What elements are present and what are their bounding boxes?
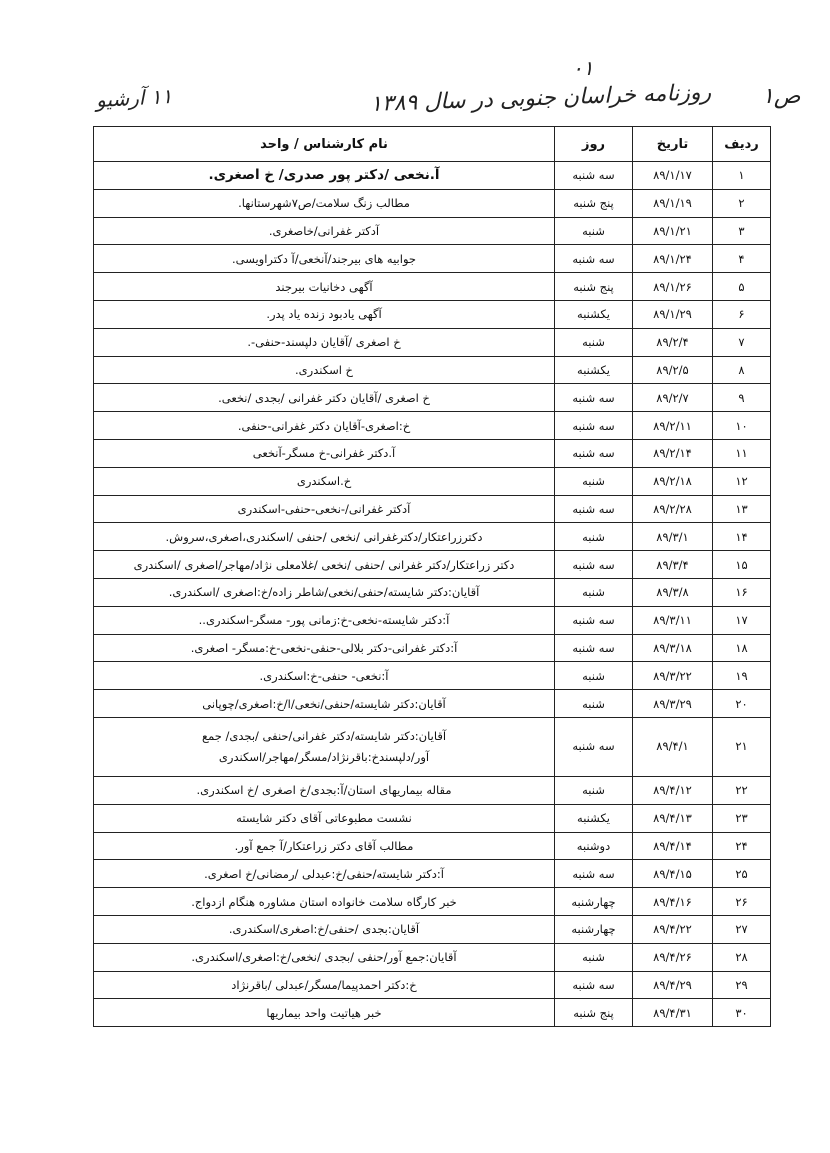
- row-expert-unit-text: خبر هیاتیت واحد بیماریها: [266, 1005, 382, 1020]
- handwritten-title: روزنامه خراسان جنوبی در سال ۱۳۸۹: [369, 80, 712, 117]
- row-expert-unit-text: آ.دکتر غفرانی-خ مسگر-آنخعی: [252, 446, 396, 461]
- row-expert-unit: [94, 943, 555, 971]
- row-expert-unit: [94, 551, 555, 579]
- row-date: ۸۹/۳/۱۸: [633, 634, 713, 662]
- table-row: [94, 662, 771, 690]
- row-expert-unit: [94, 273, 555, 301]
- row-expert-unit-text: آقایان:دکتر شایسته/دکتر غفرانی/حنفی /بجدی/ جمع: [201, 728, 447, 743]
- table-row: [94, 717, 771, 776]
- row-number: ۲۱: [713, 717, 771, 776]
- table-header-row: [94, 127, 771, 162]
- row-date: ۸۹/۴/۱۳: [633, 804, 713, 832]
- row-day: سه شنبه: [555, 971, 633, 999]
- row-expert-unit: [94, 523, 555, 551]
- table-row: [94, 328, 771, 356]
- row-date: ۸۹/۴/۱: [633, 717, 713, 776]
- row-number: ۲۶: [713, 888, 771, 916]
- table-row: [94, 162, 771, 190]
- row-date: ۸۹/۳/۴: [633, 551, 713, 579]
- row-expert-unit-text: خبر کارگاه سلامت خانواده استان مشاوره هنگام ازدواج.: [191, 894, 457, 909]
- row-day: سه شنبه: [555, 384, 633, 412]
- row-number: ۱۴: [713, 523, 771, 551]
- row-day: چهارشنبه: [555, 915, 633, 943]
- row-date: ۸۹/۲/۱۴: [633, 439, 713, 467]
- row-expert-unit: [94, 971, 555, 999]
- row-day: یکشنبه: [555, 356, 633, 384]
- table-row: [94, 273, 771, 301]
- row-date: ۸۹/۲/۴: [633, 328, 713, 356]
- row-number: ۲۷: [713, 915, 771, 943]
- row-expert-unit-text: آ.نخعی /دکتر پور صدری/ خ اصغری.: [208, 167, 440, 184]
- row-day: شنبه: [555, 217, 633, 245]
- row-day: سه شنبه: [555, 495, 633, 523]
- table-row: [94, 943, 771, 971]
- row-expert-unit-text: خ:اصغری-آقایان دکتر غفرانی-حنفی.: [237, 418, 411, 433]
- row-number: ۶: [713, 300, 771, 328]
- row-day: پنج شنبه: [555, 273, 633, 301]
- row-day: سه شنبه: [555, 412, 633, 440]
- row-day: سه شنبه: [555, 439, 633, 467]
- row-number: ۲۹: [713, 971, 771, 999]
- row-date: ۸۹/۴/۱۶: [633, 888, 713, 916]
- row-day: شنبه: [555, 943, 633, 971]
- header-day: روز: [555, 127, 633, 162]
- row-number: ۱: [713, 162, 771, 190]
- row-date: ۸۹/۲/۵: [633, 356, 713, 384]
- row-date: ۸۹/۴/۱۵: [633, 860, 713, 888]
- row-expert-unit: [94, 412, 555, 440]
- row-number: ۲۲: [713, 776, 771, 804]
- table-row: [94, 356, 771, 384]
- row-expert-unit: [94, 217, 555, 245]
- row-expert-unit-text: آ:دکتر شایسته/حنفی/خ:عبدلی /رمضانی/خ اصغری.: [204, 866, 444, 881]
- table-row: [94, 495, 771, 523]
- table-row: [94, 412, 771, 440]
- row-date: ۸۹/۴/۲۲: [633, 915, 713, 943]
- row-number: ۱۳: [713, 495, 771, 523]
- handwritten-page-note: ص۱: [762, 84, 801, 109]
- row-expert-unit: [94, 776, 555, 804]
- row-day: دوشنبه: [555, 832, 633, 860]
- table-row: [94, 634, 771, 662]
- row-number: ۱۰: [713, 412, 771, 440]
- table-row: [94, 245, 771, 273]
- row-expert-unit: [94, 634, 555, 662]
- row-day: شنبه: [555, 662, 633, 690]
- row-expert-unit: [94, 690, 555, 718]
- row-expert-unit-text: خ اصغری /آقایان دلپسند-حنفی-.: [247, 335, 401, 350]
- row-expert-unit: [94, 162, 555, 190]
- row-expert-unit: [94, 999, 555, 1027]
- row-expert-unit-text: مقاله بیماریهای استان/آ:بجدی/خ اصغری /خ اسکندری.: [196, 783, 452, 798]
- table-row: [94, 776, 771, 804]
- row-day: سه شنبه: [555, 606, 633, 634]
- row-expert-unit: [94, 578, 555, 606]
- row-number: ۲: [713, 189, 771, 217]
- table-row: [94, 804, 771, 832]
- row-day: چهارشنبه: [555, 888, 633, 916]
- table-row: [94, 999, 771, 1027]
- row-day: شنبه: [555, 578, 633, 606]
- table-row: [94, 690, 771, 718]
- table-row: [94, 832, 771, 860]
- row-number: ۷: [713, 328, 771, 356]
- row-date: ۸۹/۱/۲۹: [633, 300, 713, 328]
- press-log-table: [93, 126, 771, 1027]
- row-date: ۸۹/۱/۱۹: [633, 189, 713, 217]
- row-expert-unit: [94, 860, 555, 888]
- row-date: ۸۹/۲/۱۱: [633, 412, 713, 440]
- row-day: پنج شنبه: [555, 999, 633, 1027]
- row-expert-unit-text: نشست مطبوعاتی آقای دکتر شایسته: [236, 811, 412, 826]
- row-expert-unit-text: آدکتر غفرانی/خاصغری.: [268, 223, 380, 238]
- row-expert-unit: [94, 356, 555, 384]
- table-row: [94, 860, 771, 888]
- table-body: [94, 162, 771, 1027]
- row-expert-unit-text: آقایان:دکتر شایسته/حنفی/نخعی/ا/خ:اصغری/چوپانی: [202, 696, 446, 711]
- row-day: سه شنبه: [555, 162, 633, 190]
- row-expert-unit-text: آقایان:دکتر شایسته/حنفی/نخعی/شاطر زاده/خ:اصغری /اسکندری.: [168, 585, 480, 600]
- row-date: ۸۹/۴/۲۶: [633, 943, 713, 971]
- row-number: ۴: [713, 245, 771, 273]
- row-day: شنبه: [555, 690, 633, 718]
- row-date: ۸۹/۲/۱۸: [633, 467, 713, 495]
- row-number: ۲۴: [713, 832, 771, 860]
- row-expert-unit: [94, 606, 555, 634]
- table-row: [94, 578, 771, 606]
- row-expert-unit-text: آقایان:بجدی /حنفی/خ:اصغری/اسکندری.: [228, 922, 420, 937]
- row-date: ۸۹/۳/۲۹: [633, 690, 713, 718]
- row-expert-unit-text: مطالب آقای دکتر زراعتکار/آ جمع آور.: [234, 838, 414, 853]
- row-number: ۱۸: [713, 634, 771, 662]
- row-number: ۲۰: [713, 690, 771, 718]
- table-row: [94, 606, 771, 634]
- row-expert-unit-text: خ اصغری /آقایان دکتر غفرانی /بجدی /نخعی.: [218, 390, 430, 405]
- row-day: سه شنبه: [555, 717, 633, 776]
- row-expert-unit-text: آدکتر غفرانی/-نخعی-حنفی-اسکندری: [237, 501, 411, 516]
- row-expert-unit: [94, 245, 555, 273]
- table-row: [94, 439, 771, 467]
- row-expert-unit-text: خ اسکندری.: [295, 362, 353, 377]
- row-day: یکشنبه: [555, 804, 633, 832]
- table-row: [94, 971, 771, 999]
- table-row: [94, 888, 771, 916]
- row-date: ۸۹/۴/۱۴: [633, 832, 713, 860]
- row-day: سه شنبه: [555, 634, 633, 662]
- row-expert-unit-text: آقایان:جمع آور/حنفی /بجدی /نخعی/خ:اصغری/اسکندری.: [191, 950, 457, 965]
- row-day: شنبه: [555, 328, 633, 356]
- row-day: پنج شنبه: [555, 189, 633, 217]
- row-expert-unit: [94, 717, 555, 776]
- row-date: ۸۹/۲/۲۸: [633, 495, 713, 523]
- row-date: ۸۹/۲/۷: [633, 384, 713, 412]
- row-day: سه شنبه: [555, 551, 633, 579]
- table-row: [94, 189, 771, 217]
- row-number: ۲۸: [713, 943, 771, 971]
- row-number: ۱۶: [713, 578, 771, 606]
- row-number: ۱۵: [713, 551, 771, 579]
- row-expert-unit-text: جوابیه های بیرجند/آنخعی/آ دکتراویسی.: [231, 251, 416, 266]
- row-day: شنبه: [555, 776, 633, 804]
- table-row: [94, 551, 771, 579]
- row-number: ۹: [713, 384, 771, 412]
- header-row-number: ردیف: [713, 127, 771, 162]
- row-number: ۲۳: [713, 804, 771, 832]
- row-number: ۱۹: [713, 662, 771, 690]
- row-number: ۳۰: [713, 999, 771, 1027]
- table-row: [94, 467, 771, 495]
- row-expert-unit: [94, 915, 555, 943]
- row-date: ۸۹/۳/۲۲: [633, 662, 713, 690]
- row-date: ۸۹/۱/۲۴: [633, 245, 713, 273]
- row-date: ۸۹/۳/۱۱: [633, 606, 713, 634]
- header-expert-unit: نام کارشناس / واحد: [94, 127, 555, 162]
- row-expert-unit: [94, 662, 555, 690]
- row-expert-unit-text: خ:دکتر احمدپیما/مسگر/عبدلی /باقرنژاد: [231, 977, 417, 992]
- row-expert-unit-text: دکترزراعتکار/دکترغفرانی /نخعی /حنفی /اسکندری،اصغری،سروش.: [165, 529, 483, 544]
- row-day: سه شنبه: [555, 245, 633, 273]
- row-number: ۲۵: [713, 860, 771, 888]
- row-number: ۱۱: [713, 439, 771, 467]
- row-day: شنبه: [555, 523, 633, 551]
- row-expert-unit-text: آ:نخعی- حنفی-خ:اسکندری.: [259, 668, 389, 683]
- row-expert-unit: [94, 495, 555, 523]
- row-number: ۳: [713, 217, 771, 245]
- header-date: تاریخ: [633, 127, 713, 162]
- row-expert-unit: [94, 189, 555, 217]
- row-date: ۸۹/۳/۸: [633, 578, 713, 606]
- row-expert-unit: [94, 888, 555, 916]
- row-expert-unit-text: دکتر زراعتکار/دکتر غفرانی /حنفی /نخعی /غلامعلی نژاد/مهاجر/اصغری /اسکندری: [133, 557, 515, 572]
- row-day: شنبه: [555, 467, 633, 495]
- row-expert-unit-text-line2: آور/دلپسندخ:باقرنژاد/مسگر/مهاجر/اسکندری: [218, 749, 430, 764]
- row-number: ۸: [713, 356, 771, 384]
- handwritten-archive-note: ۱۱ آرشیو: [95, 84, 173, 112]
- row-expert-unit-text: خ.اسکندری: [296, 474, 352, 489]
- row-expert-unit-text: آگهی دخانیات بیرجند: [275, 279, 373, 294]
- row-date: ۸۹/۱/۲۱: [633, 217, 713, 245]
- handwritten-number: ۰۱: [572, 56, 594, 80]
- row-number: ۵: [713, 273, 771, 301]
- row-date: ۸۹/۱/۱۷: [633, 162, 713, 190]
- row-date: ۸۹/۱/۲۶: [633, 273, 713, 301]
- row-expert-unit-text: آ:دکتر شایسته-نخعی-خ:زمانی پور- مسگر-اسکندری..: [198, 613, 450, 628]
- table-row: [94, 217, 771, 245]
- row-expert-unit-text: آ:دکتر غفرانی-دکتر بلالی-حنفی-نخعی-خ:مسگر- اصغری.: [190, 640, 458, 655]
- row-day: سه شنبه: [555, 860, 633, 888]
- table-row: [94, 915, 771, 943]
- row-number: ۱۷: [713, 606, 771, 634]
- row-expert-unit: [94, 384, 555, 412]
- row-day: یکشنبه: [555, 300, 633, 328]
- row-date: ۸۹/۴/۲۹: [633, 971, 713, 999]
- row-expert-unit: [94, 439, 555, 467]
- table-row: [94, 384, 771, 412]
- row-date: ۸۹/۴/۳۱: [633, 999, 713, 1027]
- row-date: ۸۹/۴/۱۲: [633, 776, 713, 804]
- row-expert-unit: [94, 804, 555, 832]
- row-expert-unit-text: آگهی یادبود زنده یاد پدر.: [266, 307, 382, 322]
- row-number: ۱۲: [713, 467, 771, 495]
- row-expert-unit: [94, 467, 555, 495]
- table-row: [94, 300, 771, 328]
- row-date: ۸۹/۳/۱: [633, 523, 713, 551]
- row-expert-unit-text: مطالب زنگ سلامت/ص۷شهرستانها.: [238, 196, 410, 211]
- row-expert-unit: [94, 832, 555, 860]
- table-row: [94, 523, 771, 551]
- row-expert-unit: [94, 328, 555, 356]
- row-expert-unit: [94, 300, 555, 328]
